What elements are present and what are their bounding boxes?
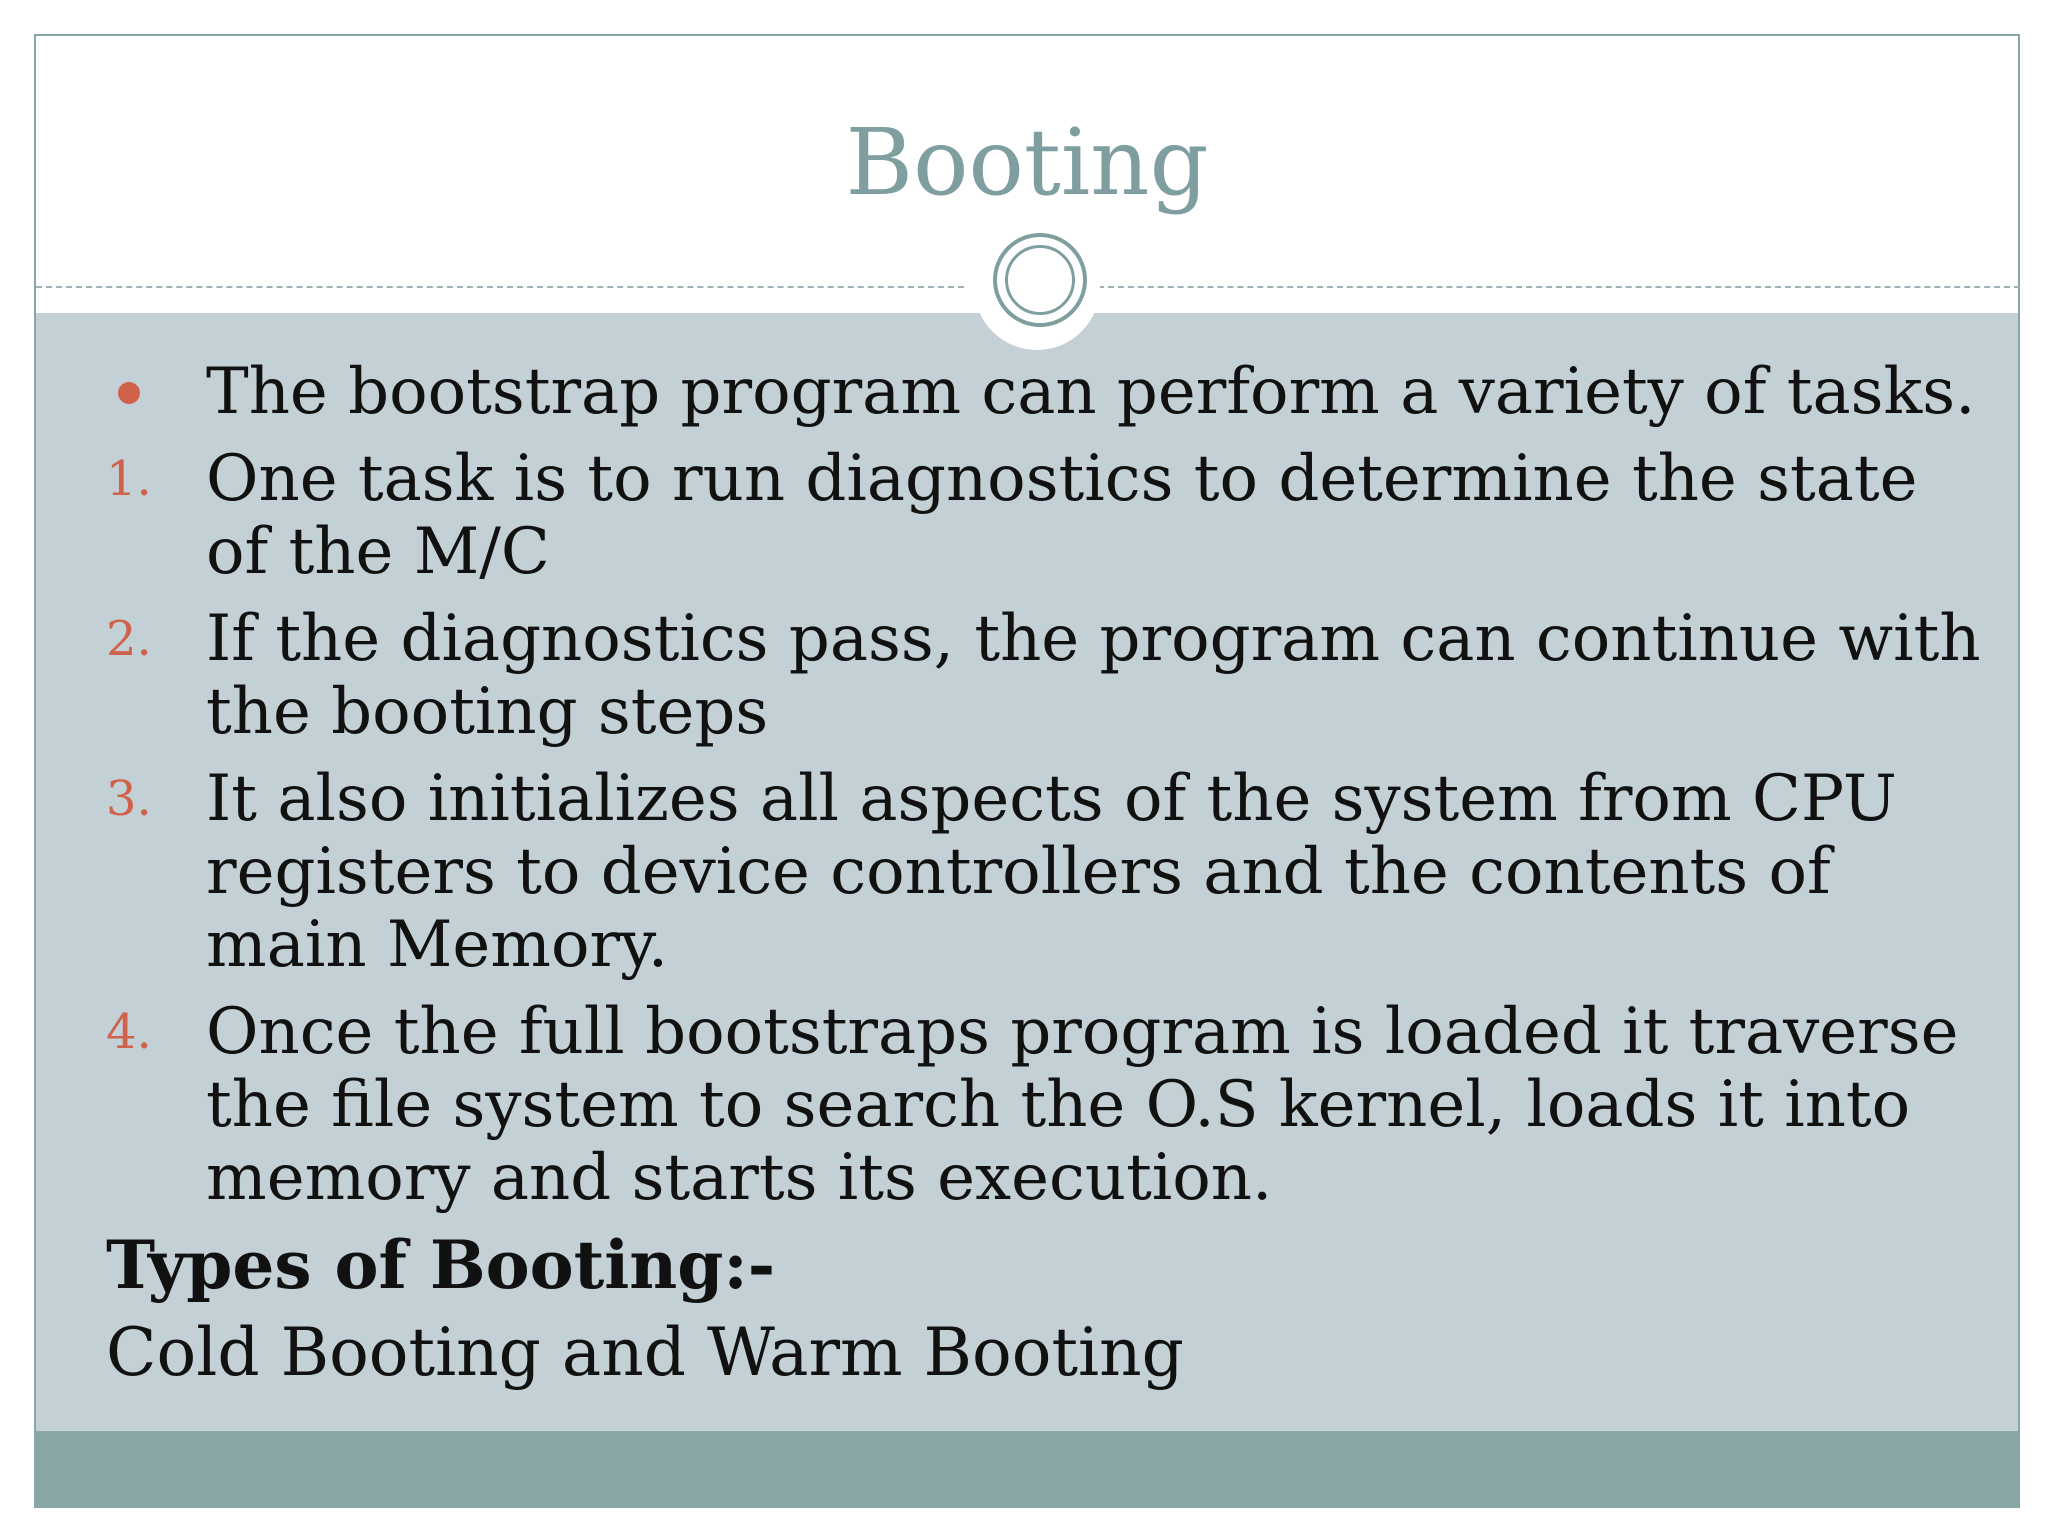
footer-bar	[36, 1431, 2018, 1508]
intro-bullet-text: The bootstrap program can perform a variety of tasks.	[206, 355, 1976, 429]
ring-ornament-inner	[1005, 245, 1075, 315]
list-item-4	[106, 996, 1996, 1215]
title-divider-left	[36, 286, 964, 288]
types-text: Cold Booting and Warm Booting	[106, 1314, 1184, 1391]
list-item-3	[106, 763, 1996, 982]
list-item-text: It also initializes all aspects of the system from CPU registers to device controllers and the contents of main Memory.	[206, 762, 1897, 982]
types-heading: Types of Booting:-	[106, 1226, 776, 1304]
ring-ornament-icon	[993, 233, 1087, 327]
list-marker: 4.	[106, 1004, 152, 1060]
title-divider-right	[1098, 286, 2020, 288]
bullet-dot-icon	[118, 382, 140, 404]
list-item-text: One task is to run diagnostics to determine the state of the M/C	[206, 442, 1918, 589]
list-marker: 1.	[106, 451, 152, 507]
slide-content	[106, 356, 1996, 1389]
list-item-1	[106, 443, 1996, 589]
list-item-2	[106, 603, 1996, 749]
intro-bullet	[106, 356, 1996, 429]
slide	[34, 34, 2020, 1508]
list-item-text: If the diagnostics pass, the program can continue with the booting steps	[206, 602, 1981, 749]
slide-title: Booting	[845, 109, 1209, 216]
list-item-text: Once the full bootstraps program is loaded it traverse the file system to search the O.S kernel, loads it into memory and starts its execution.	[206, 995, 1959, 1215]
list-marker: 3.	[106, 771, 152, 827]
list-marker: 2.	[106, 611, 152, 667]
